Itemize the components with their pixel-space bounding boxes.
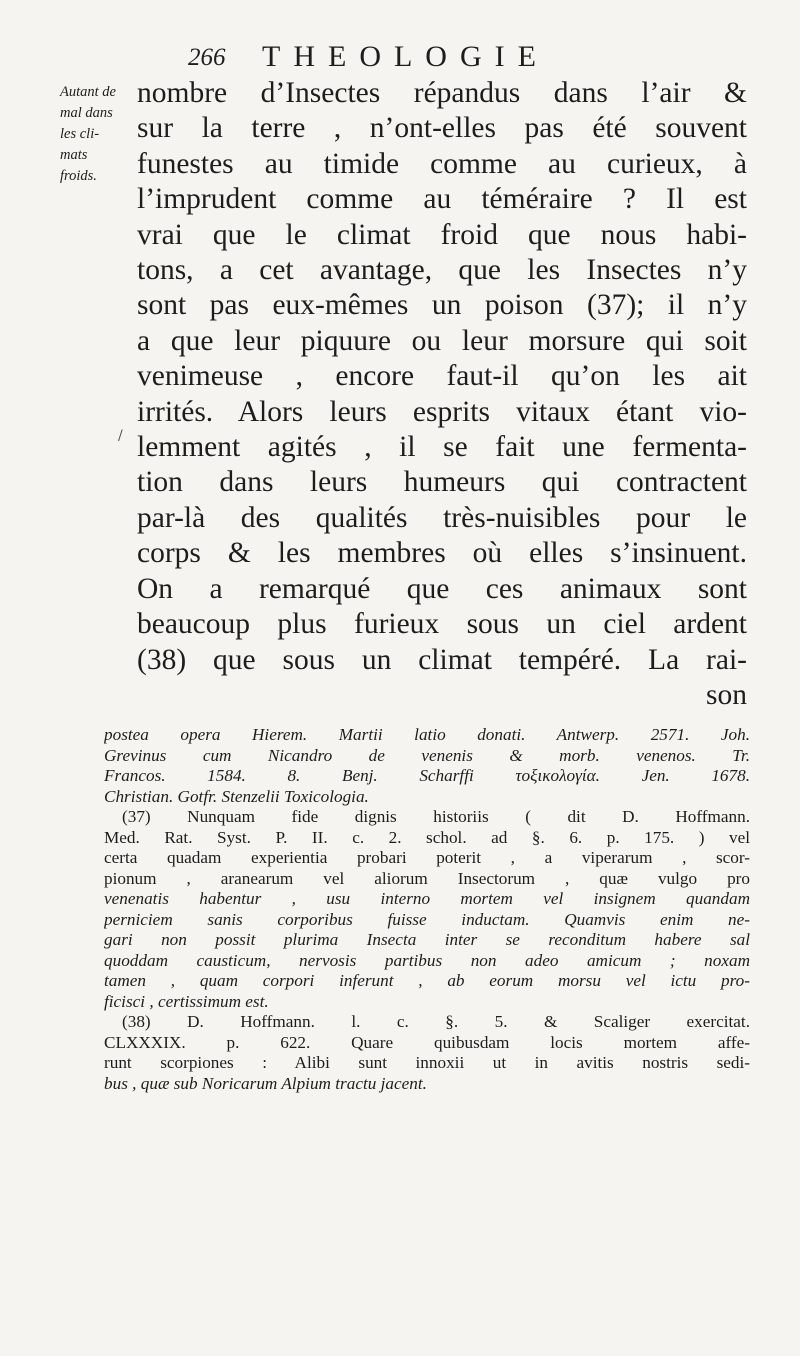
text-line: sur la terre , n’ont-elles pas été souvent [137, 112, 747, 145]
footnote-line: Francos. 1584. 8. Benj. Scharffi τοξικολογία. Jen. 1678. [104, 766, 750, 785]
text-line: irrités. Alors leurs esprits vitaux étant vio- [137, 395, 747, 428]
footnote-line: Christian. Gotfr. Stenzelii Toxicologia. [104, 786, 369, 806]
main-text [137, 76, 747, 713]
footnotes [104, 725, 750, 1094]
page-header [188, 40, 608, 80]
footnote-line: venenatis habentur , usu interno mortem vel insignem quandam [104, 889, 750, 908]
footnote-line: quoddam causticum, nervosis partibus non adeo amicum ; noxam [104, 950, 750, 970]
footnote-line: CLXXXIX. p. 622. Quare quibusdam locis mortem affe- [104, 1032, 750, 1052]
footnote-line: pionum , aranearum vel aliorum Insectorum , quæ vulgo pro [104, 868, 750, 888]
footnote-line: Med. Rat. Syst. P. II. c. 2. schol. ad §. 6. p. 175. ) vel [104, 827, 750, 847]
text-line: (38) que sous un climat tempéré. La rai- [137, 643, 747, 676]
text-line: corps & les membres où elles s’insinuent. [137, 537, 747, 570]
catchword: son [706, 678, 747, 711]
text-line: par-là des qualités très-nuisibles pour le [137, 501, 747, 534]
footnote-line: (37) Nunquam fide dignis historiis ( dit D. Hoffmann. [122, 807, 750, 826]
margin-note-line: les cli- [60, 126, 100, 142]
page-number: 266 [188, 44, 226, 71]
margin-note-line: mal dans [60, 105, 113, 121]
text-line: venimeuse , encore faut-il qu’on les ait [137, 360, 747, 393]
footnote-line: tamen , quam corpori inferunt , ab eorum morsu vel ictu pro- [104, 971, 750, 990]
text-line: lemment agités , il se fait une fermenta- [137, 431, 747, 464]
text-line: nombre d’Insectes répandus dans l’air & [137, 77, 747, 109]
text-line: beaucoup plus furieux sous un ciel ardent [137, 608, 747, 641]
footnote-line: certa quadam experientia probari poterit , a viperarum , scor- [104, 848, 750, 867]
text-line: On a remarqué que ces animaux sont [137, 572, 747, 605]
text-line: tons, a cet avantage, que les Insectes n’y [137, 254, 747, 287]
text-line: tion dans leurs humeurs qui contractent [137, 466, 747, 499]
margin-note-line: Autant de [60, 84, 116, 100]
footnote-line: Grevinus cum Nicandro de venenis & morb. venenos. Tr. [104, 745, 750, 765]
text-line: vrai que le climat froid que nous habi- [137, 218, 747, 251]
margin-note [60, 82, 130, 187]
margin-note-line: froids. [60, 168, 97, 184]
footnote-line: bus , quæ sub Noricarum Alpium tractu jacent. [104, 1073, 427, 1093]
text-line: sont pas eux-mêmes un poison (37); il n’y [137, 289, 747, 322]
text-line: a que leur piquure ou leur morsure qui soit [137, 324, 747, 357]
margin-note-line: mats [60, 147, 88, 163]
footnote-line: gari non possit plurima Insecta inter se reconditum habere sal [104, 930, 750, 949]
footnote-line: ficisci , certissimum est. [104, 991, 269, 1011]
stray-mark: / [118, 428, 123, 444]
text-line: funestes au timide comme au curieux, à [137, 147, 747, 180]
footnote-line: perniciem sanis corporibus fuisse inductam. Quamvis enim ne- [104, 909, 750, 929]
footnote-line: runt scorpiones : Alibi sunt innoxii ut in avitis nostris sedi- [104, 1053, 750, 1072]
footnote-line: (38) D. Hoffmann. l. c. §. 5. & Scaliger exercitat. [122, 1012, 750, 1031]
running-head: THEOLOGIE [262, 40, 549, 73]
footnote-line: postea opera Hierem. Martii latio donati. Antwerp. 2571. Joh. [104, 725, 750, 744]
text-line: l’imprudent comme au téméraire ? Il est [137, 183, 747, 216]
